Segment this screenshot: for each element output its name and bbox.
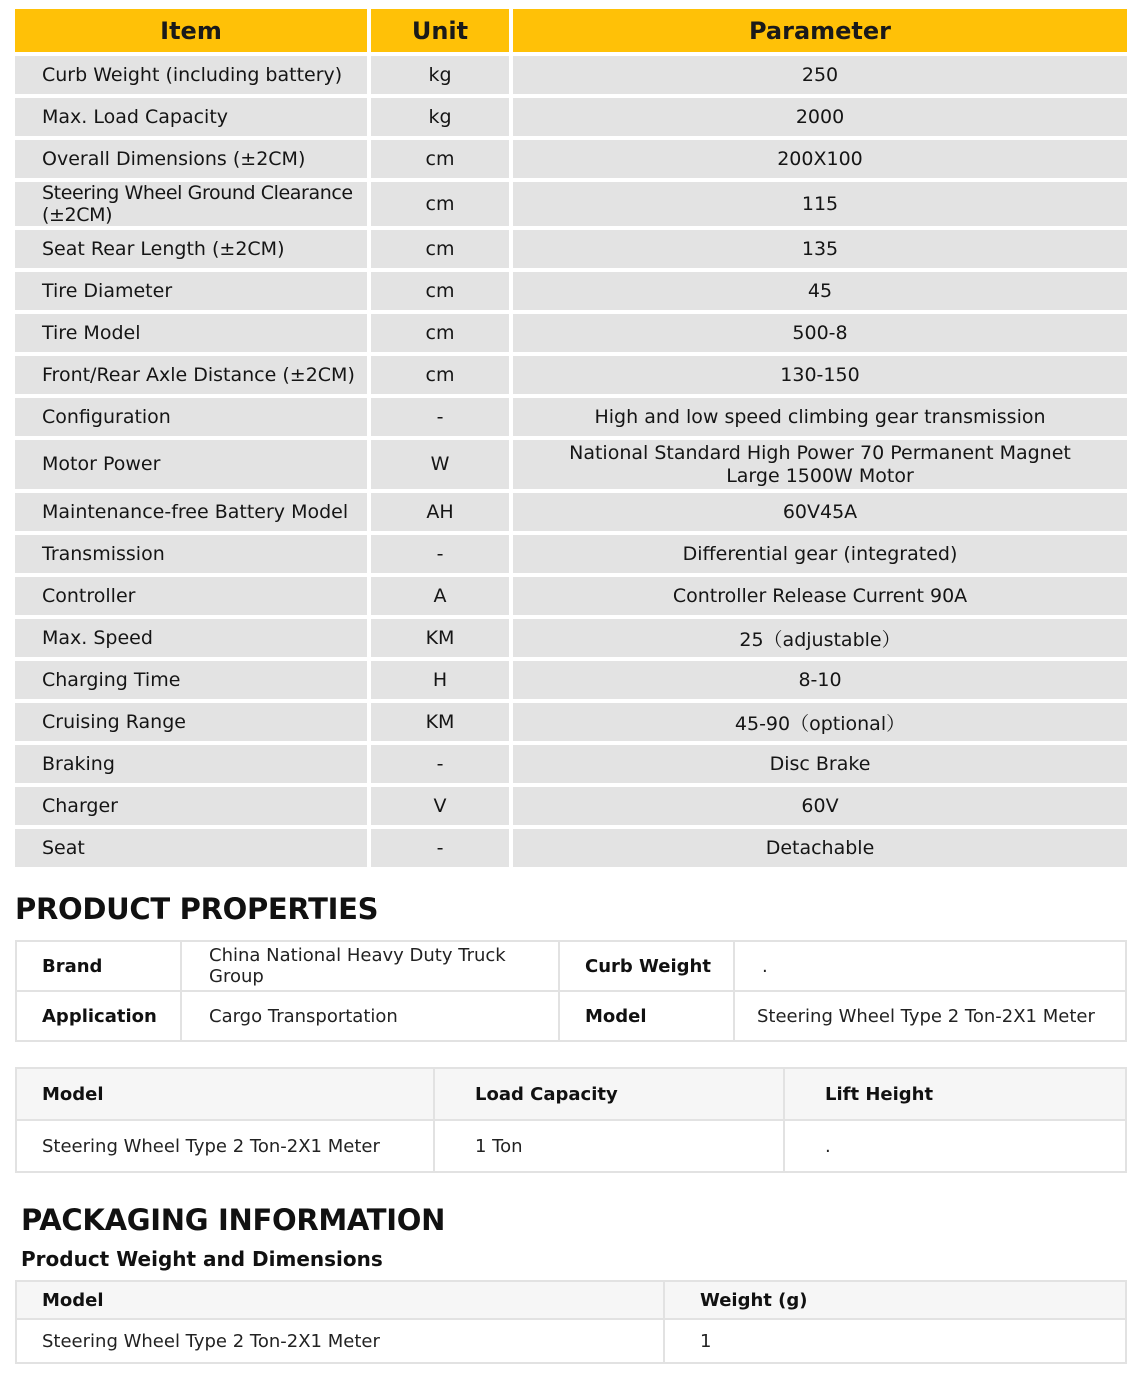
table-header-row bbox=[16, 1068, 1126, 1120]
spec-row bbox=[15, 661, 1127, 699]
spec-row bbox=[15, 787, 1127, 825]
spec-param: 200X100 bbox=[513, 140, 1127, 178]
packaging-subtitle: Product Weight and Dimensions bbox=[21, 1247, 383, 1271]
spec-unit: cm bbox=[371, 356, 513, 394]
spec-param: 60V45A bbox=[513, 493, 1127, 531]
spec-item: Configuration bbox=[15, 398, 371, 436]
spec-row bbox=[15, 230, 1127, 268]
spec-item: Charging Time bbox=[15, 661, 371, 699]
column-header: Model bbox=[16, 1068, 434, 1120]
property-label: Curb Weight bbox=[559, 941, 734, 991]
table-row bbox=[16, 1120, 1126, 1172]
spec-unit: A bbox=[371, 577, 513, 615]
table-header-row bbox=[16, 1281, 1126, 1319]
spec-header-unit: Unit bbox=[371, 9, 513, 52]
spec-header-parameter: Parameter bbox=[513, 9, 1127, 52]
table-cell: . bbox=[784, 1120, 1126, 1172]
model-options-table bbox=[15, 1067, 1127, 1173]
spec-item: Steering Wheel Ground Clearance (±2CM) bbox=[15, 182, 371, 226]
property-label: Application bbox=[16, 991, 181, 1041]
spec-row bbox=[15, 535, 1127, 573]
spec-unit: kg bbox=[371, 56, 513, 94]
spec-unit: V bbox=[371, 787, 513, 825]
spec-item: Braking bbox=[15, 745, 371, 783]
table-cell: Steering Wheel Type 2 Ton-2X1 Meter bbox=[16, 1319, 664, 1363]
spec-row bbox=[15, 398, 1127, 436]
spec-row bbox=[15, 140, 1127, 178]
spec-item: Max. Speed bbox=[15, 619, 371, 657]
spec-item: Front/Rear Axle Distance (±2CM) bbox=[15, 356, 371, 394]
spec-item: Cruising Range bbox=[15, 703, 371, 741]
spec-item: Overall Dimensions (±2CM) bbox=[15, 140, 371, 178]
spec-row bbox=[15, 314, 1127, 352]
spec-item: Seat bbox=[15, 829, 371, 867]
spec-row bbox=[15, 56, 1127, 94]
spec-unit: cm bbox=[371, 272, 513, 310]
spec-row bbox=[15, 493, 1127, 531]
spec-row bbox=[15, 577, 1127, 615]
table-row bbox=[16, 1319, 1126, 1363]
spec-param bbox=[513, 440, 1127, 489]
column-header: Weight (g) bbox=[664, 1281, 1126, 1319]
product-properties-title: PRODUCT PROPERTIES bbox=[15, 892, 379, 926]
spec-unit: KM bbox=[371, 703, 513, 741]
spec-item: Tire Model bbox=[15, 314, 371, 352]
packaging-table bbox=[15, 1280, 1127, 1364]
spec-param: Controller Release Current 90A bbox=[513, 577, 1127, 615]
spec-row bbox=[15, 272, 1127, 310]
property-value: Cargo Transportation bbox=[181, 991, 559, 1041]
properties-row bbox=[16, 941, 1126, 991]
spec-param-line: Large 1500W Motor bbox=[726, 464, 914, 487]
properties-row bbox=[16, 991, 1126, 1041]
spec-unit: AH bbox=[371, 493, 513, 531]
property-value: Steering Wheel Type 2 Ton-2X1 Meter bbox=[734, 991, 1126, 1041]
spec-param: Disc Brake bbox=[513, 745, 1127, 783]
spec-unit: cm bbox=[371, 314, 513, 352]
spec-row bbox=[15, 829, 1127, 867]
spec-param: 500-8 bbox=[513, 314, 1127, 352]
spec-unit: cm bbox=[371, 230, 513, 268]
spec-item: Curb Weight (including battery) bbox=[15, 56, 371, 94]
spec-unit: - bbox=[371, 745, 513, 783]
column-header: Load Capacity bbox=[434, 1068, 784, 1120]
property-value: . bbox=[734, 941, 1126, 991]
spec-row bbox=[15, 440, 1127, 489]
product-properties-table bbox=[15, 940, 1127, 1042]
property-label: Model bbox=[559, 991, 734, 1041]
spec-param: High and low speed climbing gear transmission bbox=[513, 398, 1127, 436]
table-cell: 1 bbox=[664, 1319, 1126, 1363]
spec-row bbox=[15, 619, 1127, 657]
table-cell: 1 Ton bbox=[434, 1120, 784, 1172]
spec-unit: KM bbox=[371, 619, 513, 657]
spec-row bbox=[15, 745, 1127, 783]
spec-item: Controller bbox=[15, 577, 371, 615]
spec-row bbox=[15, 703, 1127, 741]
spec-param: 45-90（optional） bbox=[513, 703, 1127, 741]
spec-param: 2000 bbox=[513, 98, 1127, 136]
spec-unit: W bbox=[371, 440, 513, 489]
spec-unit: kg bbox=[371, 98, 513, 136]
spec-item: Motor Power bbox=[15, 440, 371, 489]
spec-item: Charger bbox=[15, 787, 371, 825]
spec-item: Tire Diameter bbox=[15, 272, 371, 310]
spec-header-item: Item bbox=[15, 9, 371, 52]
spec-unit: cm bbox=[371, 140, 513, 178]
spec-param-line: National Standard High Power 70 Permanent Magnet bbox=[569, 441, 1071, 464]
spec-param: Detachable bbox=[513, 829, 1127, 867]
spec-unit: - bbox=[371, 398, 513, 436]
column-header: Lift Height bbox=[784, 1068, 1126, 1120]
table-cell: Steering Wheel Type 2 Ton-2X1 Meter bbox=[16, 1120, 434, 1172]
spec-item: Seat Rear Length (±2CM) bbox=[15, 230, 371, 268]
spec-param: Differential gear (integrated) bbox=[513, 535, 1127, 573]
spec-unit: cm bbox=[371, 182, 513, 226]
spec-item: Maintenance-free Battery Model bbox=[15, 493, 371, 531]
spec-param: 45 bbox=[513, 272, 1127, 310]
column-header: Model bbox=[16, 1281, 664, 1319]
spec-param: 130-150 bbox=[513, 356, 1127, 394]
spec-item: Max. Load Capacity bbox=[15, 98, 371, 136]
spec-param: 135 bbox=[513, 230, 1127, 268]
property-label: Brand bbox=[16, 941, 181, 991]
spec-row bbox=[15, 98, 1127, 136]
spec-unit: - bbox=[371, 535, 513, 573]
packaging-title: PACKAGING INFORMATION bbox=[21, 1203, 446, 1237]
spec-param: 115 bbox=[513, 182, 1127, 226]
spec-table bbox=[15, 5, 1127, 871]
spec-row bbox=[15, 182, 1127, 226]
spec-item: Transmission bbox=[15, 535, 371, 573]
spec-unit: H bbox=[371, 661, 513, 699]
spec-param: 25（adjustable） bbox=[513, 619, 1127, 657]
spec-unit: - bbox=[371, 829, 513, 867]
spec-param: 8-10 bbox=[513, 661, 1127, 699]
spec-header-row bbox=[15, 9, 1127, 52]
spec-param: 60V bbox=[513, 787, 1127, 825]
spec-param: 250 bbox=[513, 56, 1127, 94]
spec-row bbox=[15, 356, 1127, 394]
property-value: China National Heavy Duty Truck Group bbox=[181, 941, 559, 991]
